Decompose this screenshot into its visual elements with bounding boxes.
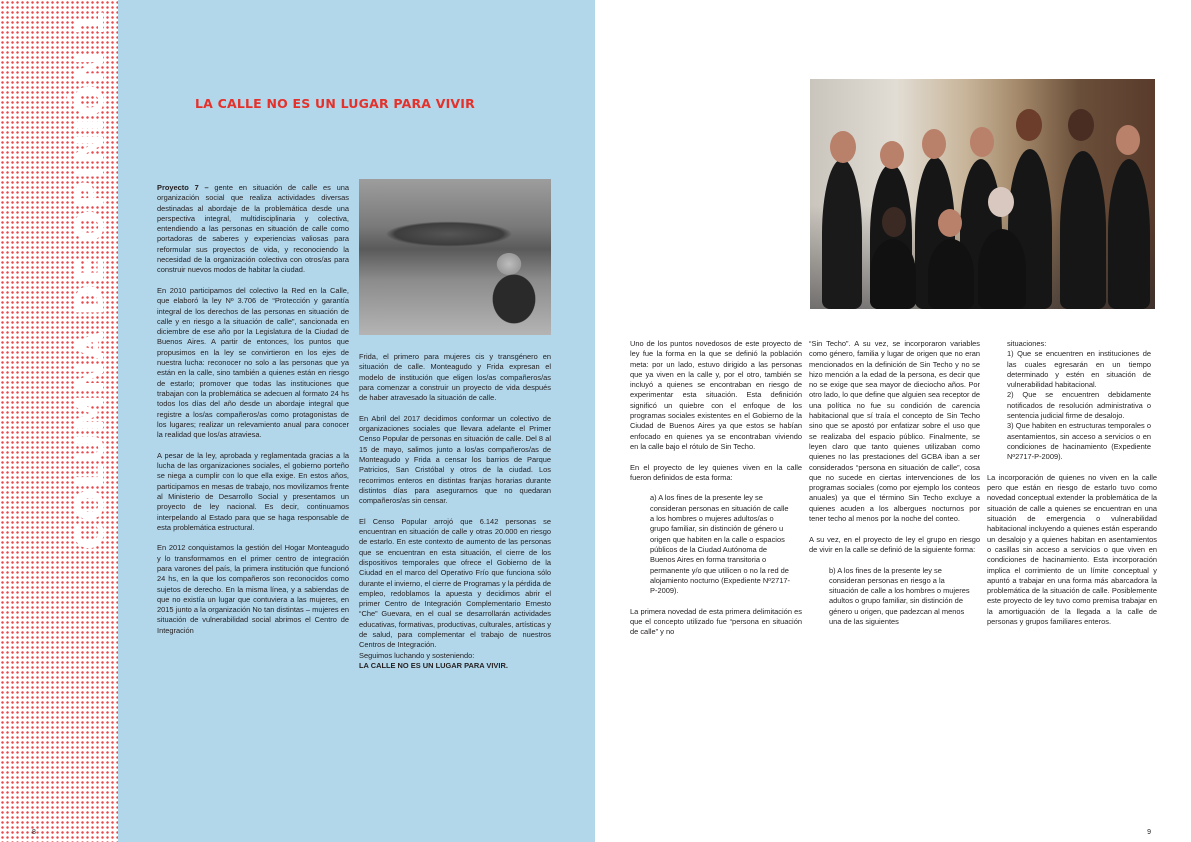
section-title: COLUMNA DE OPINIÓN 1 — [68, 9, 112, 550]
right-column-2 — [809, 339, 980, 627]
list-item: 2) Que se encuentren debidamente notificados de resolución administrativa o sentencia judicial firme de desalojo. — [1007, 390, 1151, 421]
paragraph: En 2010 participamos del colectivo la Red en la Calle, que elaboró la ley Nº 3.706 de “Protección y garantía integral de los derechos de las personas en situación de calle y en riesgo a la situación de calle”, sancionada en diciembre de ese año por la Legislatura de la Ciudad de Buenos Aires. A partir de entonces, los puntos que propusimos en la ley se convirtieron en los ejes de nuestra lucha: reconocer no solo a las personas que ya están en la calle, sino también a quienes están en riesgo de estarlo; promover que todas las instituciones que trabajan con la problemática se adecuen al formato 24 hs todos los días del año desde un abordaje integral que registre a los/as compañeros/as como protagonistas de los lugares; realizar un relevamiento anual para conocer la realidad que los/as atraviesa. — [157, 285, 349, 440]
paragraph: La incorporación de quienes no viven en la calle pero que están en riesgo de estarlo tuvo como novedad conceptual extender la problemática de la situación de calle a quienes se encuentran en una situación de emergencia o vulnerabilidad habitacional incluyendo a quienes están esperando un desalojo y a quienes habitan en asentamientos o casillas sin acceso a servicios o que viven en condiciones de hacinamiento. Esta incorporación implica el corrimiento de un límite conceptual y apuntó a trabajar en una forma más abarcadora la problemática de la situación de calle. Posiblemente este proyecto de ley tuvo como premisa trabajar en la amortiguación de la llegada a la calle de personas y grupos familiares enteros. — [987, 472, 1157, 627]
page-number: 9 — [1147, 829, 1151, 836]
group-photo — [810, 79, 1155, 309]
list-intro: situaciones: — [1007, 339, 1047, 348]
list-item: 1) Que se encuentren en instituciones de las cuales egresarán en un tiempo determinado y estén en situación de vulnerabilidad habitacional. — [1007, 349, 1151, 390]
paragraph: A pesar de la ley, aprobada y reglamentada gracias a la lucha de las organizaciones sociales, el gobierno porteño se niega a cumplir con lo que ella exige. En estos años, participamos en mesas de trabajo, nos movilizamos frente al Ministerio de Desarrollo Social y presentamos un proyecto de ley nacional. Es decir, continuamos interpelando al Estado para que se haga responsable de esta problemática estructural. — [157, 450, 349, 532]
paragraph: A su vez, en el proyecto de ley el grupo en riesgo de vivir en la calle se definió de la siguiente forma: — [809, 534, 980, 554]
organization-name: Proyecto 7 – — [157, 183, 209, 192]
law-quote-b: b) A los fines de la presente ley se consideran personas en riesgo a la situación de calle a los hombres o mujeres adultos o grupo familiar, sin distinción de género u origen, que padezcan al menos una de las siguientes — [829, 565, 970, 627]
paragraph — [157, 183, 349, 276]
meeting-photo — [359, 179, 551, 335]
paragraph: Seguimos luchando y sosteniendo: — [359, 650, 475, 660]
paragraph-text: gente en situación de calle es una organización social que realiza actividades diversas destinadas al abordaje de la problemática desde una perspectiva integral, multidisciplinaria y colectiva, entendiendo a las personas en situación de calle como portadoras de saberes y experiencias valiosas para reformular sus proyectos de vida, y reconociendo la necesidad de la organización colectiva con otros/as para construir nuevos modos de habitar la ciudad. — [157, 183, 349, 275]
left-column-2 — [359, 352, 551, 671]
law-quote-a: a) A los fines de la presente ley se consideran personas en situación de calle a los hombres o mujeres adultos/as o grupo familiar, sin distinción de género u origen que habiten en la calle o espacios públicos de la Ciudad Autónoma de Buenos Aires en forma transitoria o permanente y/o que utilicen o no la red de alojamiento nocturno (Expediente Nº2717-P-2009). — [650, 493, 790, 596]
right-column-1 — [630, 339, 802, 638]
paragraph: En 2012 conquistamos la gestión del Hogar Monteagudo y lo transformamos en el primer centro de integración para varones del país, la primera institución que funcionó 24 hs, en la que los compañeros son reconocidos como sujetos de derecho. En la misma línea, y a sabiendas de que no existía un lugar que contuviera a las mujeres, en 2015 junto a la organización No tan distintas – mujeres en situación de vulnerabilidad social abrimos el Centro de Integración — [157, 543, 349, 635]
list-item: 3) Que habiten en estructuras temporales o asentamientos, sin acceso a servicios o en condiciones de hacinamiento (Expediente Nº2717-P-2009). — [1007, 421, 1151, 462]
paragraph: “Sin Techo”. A su vez, se incorporaron variables como género, familia y lugar de origen que no eran mencionados en la definición de Sin Techo y no se hizo mención a la edad de la persona, es decir que no se exige que sea mayor de dieciocho años. Por otro lado, lo que define que alguien sea receptor de una política no fue su condición de carencia habitacional que sí traía el concepto de Sin Techo sino que se apostó por enfatizar sobre el uso que se realizaba del espacio público. Finalmente, se leyen claro que tanto quienes utilizaban como quienes no las prestaciones del GCBA iban a ser considerados “persona en situación de calle”, cosa que no sucede en ciertas intervenciones de los programas sociales (como por ejemplo los conteos anuales) ya que el término Sin Techo excluye a quienes acuden a los albergues nocturnos por tener techo al menos por la noche del conteo. — [809, 339, 980, 524]
left-page — [0, 0, 595, 842]
paragraph: Frida, el primero para mujeres cis y transgénero en situación de calle. Monteagudo y Frida expresan el modelo de institución que eligen los/as compañeros/as para comenzar a construir un proyecto de vida después de haber atravesado la situación de calle. — [359, 352, 551, 403]
paragraph: Uno de los puntos novedosos de este proyecto de ley fue la forma en la que se definió la población meta: por un lado, estuvo dirigido a las personas que ya viven en la calle y, por el otro, también se incluyó a quienes se encontraban en riesgo de experimentar esta situación. Esta definición significó un quiebre con el enfoque de los programas sociales existentes en el Gobierno de la Ciudad de Buenos Aires ya que estos se habían enfocado en quienes ya se encontraban viviendo en la calle bajo el rótulo de Sin Techo. — [630, 339, 802, 451]
paragraph: En Abril del 2017 decidimos conformar un colectivo de organizaciones sociales que llevara adelante el Primer Censo Popular de personas en situación de calle. Del 8 al 15 de mayo, salimos junto a los/as compañeros/as de Monteagudo y Frida a censar los barrios de Parque Patricios, San Cristóbal y otros de la ciudad. Los recorrimos enteros en distintas franjas horarias durante distintos días para asegurarnos que no quedaran compañeros/as sin censar. — [359, 413, 551, 506]
paragraph: La primera novedad de esta primera delimitación es que el concepto utilizado fue “persona en situación de calle” y no — [630, 606, 802, 637]
paragraph: El Censo Popular arrojó que 6.142 personas se encuentran en situación de calle y otras 20.000 en riesgo de estarlo. En este contexto de aumento de las personas que se encuentran en esta situación, el cierre de los dispositivos temporales que ofrece el Gobierno de la Ciudad en el marco del Operativo Frío que funciona sólo durante el invierno, el cierre de Programas y la pérdida de empleo, redoblamos la apuesta y decidimos abrir el primer Centro de Integración Complementario Ernesto “Che” Guevara, en el cual se desarrollarán actividades educativas, formativas, productivas, culturales, artísticas y de salud, para complementar el trabajo de nuestros Centros de Integración. — [359, 516, 551, 650]
paragraph: En el proyecto de ley quienes viven en la calle fueron definidos de esta forma: — [630, 462, 802, 482]
right-column-3 — [987, 339, 1157, 627]
closing-slogan: LA CALLE NO ES UN LUGAR PARA VIVIR. — [359, 660, 508, 670]
page-number: 8 — [32, 829, 36, 836]
left-column-1 — [157, 183, 349, 636]
article-title: LA CALLE NO ES UN LUGAR PARA VIVIR — [195, 96, 475, 111]
